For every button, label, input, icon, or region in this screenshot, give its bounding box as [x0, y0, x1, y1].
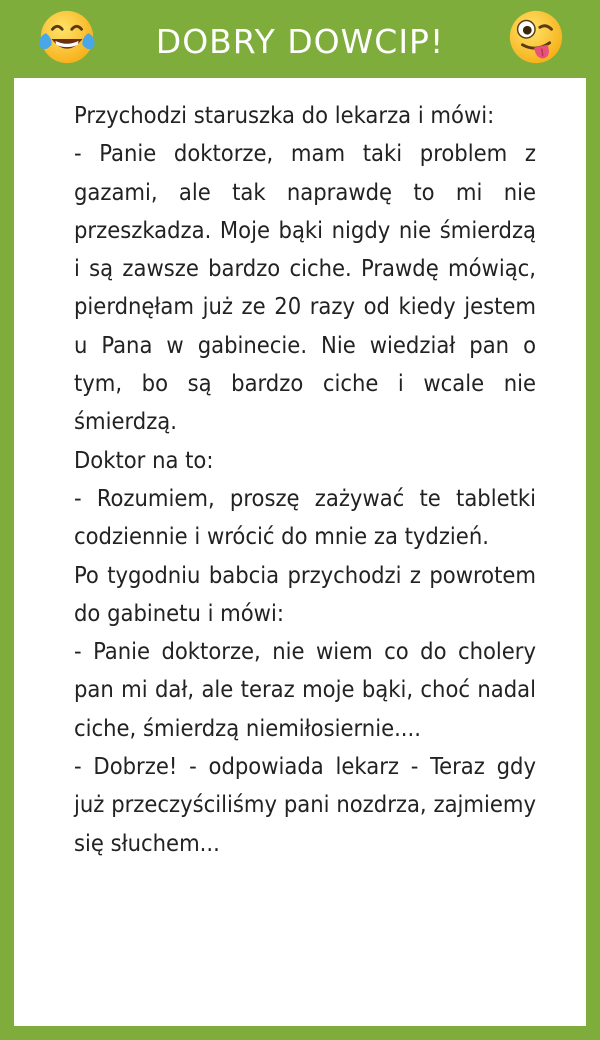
page-title: DOBRY DOWCIP! [155, 22, 445, 61]
header [0, 0, 600, 78]
joke-text [74, 96, 536, 862]
winking-tongue-emoji-icon [505, 6, 567, 68]
joke-paragraph: Doktor na to: [74, 445, 214, 474]
joke-paragraph: - Rozumiem, proszę zażywać te tabletki codziennie i wrócić do mnie za tydzień. [74, 483, 536, 551]
joke-paragraph: Przychodzi staruszka do lekarza i mówi: [74, 101, 495, 129]
joke-paragraph: Po tygodniu babcia przychodzi z powrotem do gabinetu i mówi: [74, 560, 536, 627]
joke-panel [14, 78, 586, 1026]
joke-paragraph: - Panie doktorze, mam taki problem z gazami, ale tak naprawdę to mi nie przeszkadza. Moje bąki nigdy nie śmierdzą i są zawsze bardzo ciche. Prawdę mówiąc, pierdnęłam już ze 20 razy od kiedy jestem u Pana w gabinecie. Nie wiedział pan o tym, bo są bardzo ciche i wcale nie śmierdzą. [74, 139, 536, 436]
joke-paragraph: - Dobrze! - odpowiada lekarz - Teraz gdy już przeczyściliśmy pani nozdrza, zajmiemy się słuchem... [74, 752, 536, 857]
joke-paragraph: - Panie doktorze, nie wiem co do cholery pan mi dał, ale teraz moje bąki, choć nadal ciche, śmierdzą niemiłosiernie.... [74, 637, 536, 742]
